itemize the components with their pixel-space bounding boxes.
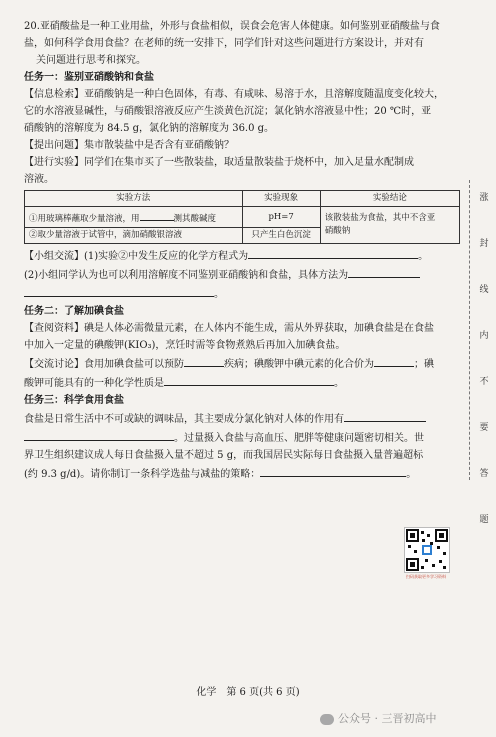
side-label: 封 [479,239,489,249]
wechat-icon [320,714,334,725]
salt-line-4: (约 9.3 g/d)。请你制订一条科学选盐与减盐的策略： 。 [24,464,460,483]
answer-blank[interactable] [248,246,418,259]
side-label: 线 [479,285,489,295]
conclusion-cell: 该散装盐为食盐，其中不含亚 硝酸钠 [320,207,459,244]
salt-line-1: 食盐是日常生活中不可或缺的调味品，其主要成分氯化钠对人体的作用有 [24,409,460,428]
salt-line-3: 界卫生组织建议成人每日食盐摄入量不超过 5 g，而我国居民实际每日食盐摄入量普遍超标 [24,450,424,461]
question-20 [24,18,460,483]
task1-title: 任务一：鉴别亚硝酸钠和食盐 [24,72,154,83]
info-line-2: 它的水溶液显碱性，与硝酸银溶液反应产生淡黄色沉淀；氯化钠水溶液显中性；20 ℃时，亚 [24,106,432,117]
header-method: 实验方法 [25,191,243,207]
row2-phenomenon: 只产生白色沉淀 [242,228,320,244]
answer-blank[interactable] [348,265,420,278]
qr-code-icon[interactable] [404,527,450,573]
qr-caption: 扫码获取更多学习资料 [406,574,446,579]
row2-method: ②取少量溶液于试管中，滴加硝酸银溶液 [25,228,243,244]
question-line: 【提出问题】集市散装盐中是否含有亚硝酸钠？ [24,140,234,151]
header-phenomenon: 实验现象 [242,191,320,207]
intro-line-3: 关问题进行思考和探究。 [36,55,146,66]
answer-blank[interactable] [140,208,174,221]
answer-blank[interactable] [374,354,414,367]
side-label: 答 [479,469,489,479]
watermark-text: 公众号 · 三晋初高中 [338,712,437,725]
info-line-3: 硝酸钠的溶解度为 84.5 g，氯化钠的溶解度为 36.0 g。 [24,123,275,134]
answer-blank[interactable] [184,354,224,367]
answer-blank[interactable] [24,428,174,441]
table-row [25,207,460,228]
side-label: 要 [479,423,489,433]
side-label: 不 [479,377,489,387]
answer-blank[interactable] [260,464,406,477]
header-conclusion: 实验结论 [320,191,459,207]
answer-blank[interactable] [164,373,334,386]
intro-line-1: 20.亚硝酸盐是一种工业用盐，外形与食盐相似，误食会危害人体健康。如何鉴别亚硝酸盐与食 [24,21,440,32]
table-header-row [25,191,460,207]
row1-method: ①用玻璃棒蘸取少量溶液，用 测其酸碱度 [25,207,243,228]
side-label: 题 [479,515,489,525]
task2-title: 任务二：了解加碘食盐 [24,306,124,317]
row1-phenomenon: pH=7 [242,207,320,228]
info-line-1: 【信息检索】亚硝酸钠是一种白色固体，有毒、有咸味、易溶于水，且溶解度随温度变化较大， [24,89,444,100]
data-line-2: 中加入一定量的碘酸钾(KIO₃)，烹饪时需等食物煮熟后再加入加碘食盐。 [24,340,346,351]
answer-blank[interactable] [344,409,426,422]
answer-blank[interactable] [24,284,214,297]
salt-line-2: 。过量摄入食盐与高血压、肥胖等健康问题密切相关。世 [24,428,460,447]
watermark [320,710,437,726]
binding-line [469,180,470,480]
page-footer: 化学 第 6 页(共 6 页) [196,687,300,698]
discussion-line-1: 【小组交流】(1)实验②中发生反应的化学方程式为 。 [24,246,460,265]
exchange-line-2: 酸钾可能具有的一种化学性质是 。 [24,373,460,392]
binding-margin-labels [476,190,492,558]
experiment-line-2: 溶液。 [24,174,54,185]
task3-title: 任务三：科学食用食盐 [24,395,124,406]
side-label: 内 [479,331,489,341]
discussion-line-2: (2)小组同学认为也可以利用溶解度不同鉴别亚硝酸钠和食盐，具体方法为 [24,265,460,284]
intro-line-2: 盐，如何科学食用食盐？在老师的统一安排下，同学们针对这些问题进行方案设计，并对有 [24,38,424,49]
experiment-line-1: 【进行实验】同学们在集市买了一些散装盐，取适量散装盐于烧杯中，加入足量水配制成 [24,157,414,168]
experiment-table [24,190,460,244]
data-line-1: 【查阅资料】碘是人体必需微量元素，在人体内不能生成，需从外界获取，加碘食盐是在食盐 [24,323,434,334]
discussion-line-3: 。 [24,284,460,303]
exchange-line-1: 【交流讨论】食用加碘食盐可以预防 疾病；碘酸钾中碘元素的化合价为 ；碘 [24,354,460,373]
side-label: 涨 [479,193,489,203]
